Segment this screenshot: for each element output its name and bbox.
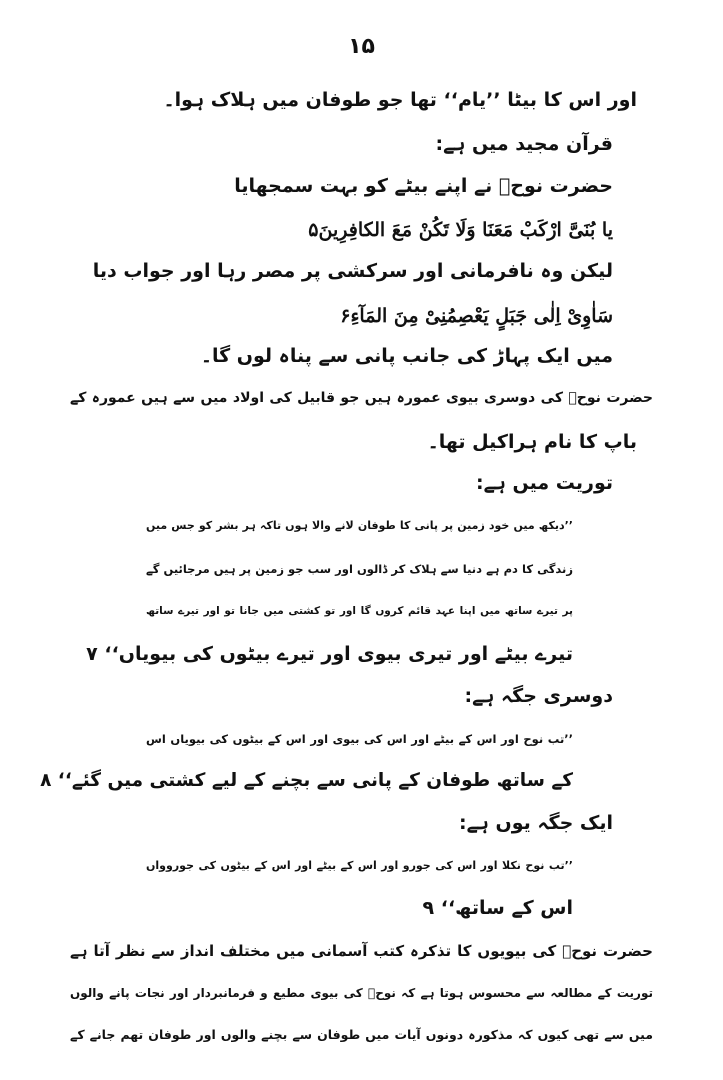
torah-quote-line: زندگی کا دم ہے دنیا سے ہلاک کر ڈالوں اور سب جو زمین پر ہیں مرجائیں گے	[146, 562, 573, 576]
text-line: اور اس کا بیٹا ’’یام‘‘ تھا جو طوفان میں ہلاک ہوا۔	[163, 89, 637, 111]
text-line: حضرت نوحؑ کی دوسری بیوی عمورہ ہیں جو قابیل کی اولاد میں سے ہیں عمورہ کے	[70, 390, 653, 406]
torah-quote-line: کے ساتھ طوفان کے پانی سے بچنے کے لیے کشتی میں گئے‘‘ ۸	[40, 770, 573, 791]
text-line: توریت کے مطالعہ سے محسوس ہوتا ہے کہ نوحؑ کی بیوی مطیع و فرمانبردار اور نجات پانے والوں	[70, 986, 653, 1000]
text-line: حضرت نوحؑ کی بیویوں کا تذکرہ کتب آسمانی میں مختلف انداز سے نظر آتا ہے	[70, 942, 653, 960]
quran-verse: یا بُنَیَّ ارْکَبْ مَعَنَا وَلَا تَکُنْ مَعَ الکافِرِینَ۵	[308, 219, 613, 241]
text-line: حضرت نوحؑ نے اپنے بیٹے کو بہت سمجھایا	[234, 175, 613, 197]
section-heading: قرآن مجید میں ہے:	[435, 133, 613, 155]
text-line: میں ایک پہاڑ کی جانب پانی سے پناہ لوں گا۔	[200, 345, 613, 367]
torah-quote-line: ’’تب نوح نکلا اور اس کی جورو اور اس کے بیٹے اور اس کے بیٹوں کی جوروواں	[146, 859, 573, 872]
text-line: لیکن وہ نافرمانی اور سرکشی پر مصر رہا اور جواب دیا	[92, 260, 613, 282]
torah-quote-line: تیرے بیٹے اور تیری بیوی اور تیرے بیٹوں کی بیویاں‘‘ ۷	[86, 643, 573, 665]
torah-quote-line: پر تیرے ساتھ میں اپنا عہد قائم کروں گا اور تو کشتی میں جانا تو اور تیرے ساتھ	[146, 605, 573, 617]
quran-verse: سَاٰوِیْ اِلٰی جَبَلٍ یَعْصِمُنِیْ مِنَ المَآءِ۶	[340, 305, 613, 327]
torah-quote-line: ’’تب نوح اور اس کے بیٹے اور اس کی بیوی اور اس کے بیٹوں کی بیویاں اس	[146, 732, 573, 746]
section-heading: توریت میں ہے:	[476, 472, 613, 494]
section-heading: دوسری جگہ ہے:	[464, 685, 613, 707]
torah-quote-line: ’’دیکھ میں خود زمین پر پانی کا طوفان لانے والا ہوں تاکہ ہر بشر کو جس میں	[146, 519, 573, 532]
section-heading: ایک جگہ یوں ہے:	[459, 812, 613, 834]
page-number: ۱۵	[348, 34, 375, 59]
text-line: باپ کا نام ہراکیل تھا۔	[427, 431, 637, 453]
text-line: میں سے تھی کیوں کہ مذکورہ دونوں آیات میں طوفان سے بچنے والوں اور طوفان تھم جانے کے	[70, 1027, 653, 1042]
torah-quote-line: اس کے ساتھ‘‘ ۹	[422, 897, 573, 919]
